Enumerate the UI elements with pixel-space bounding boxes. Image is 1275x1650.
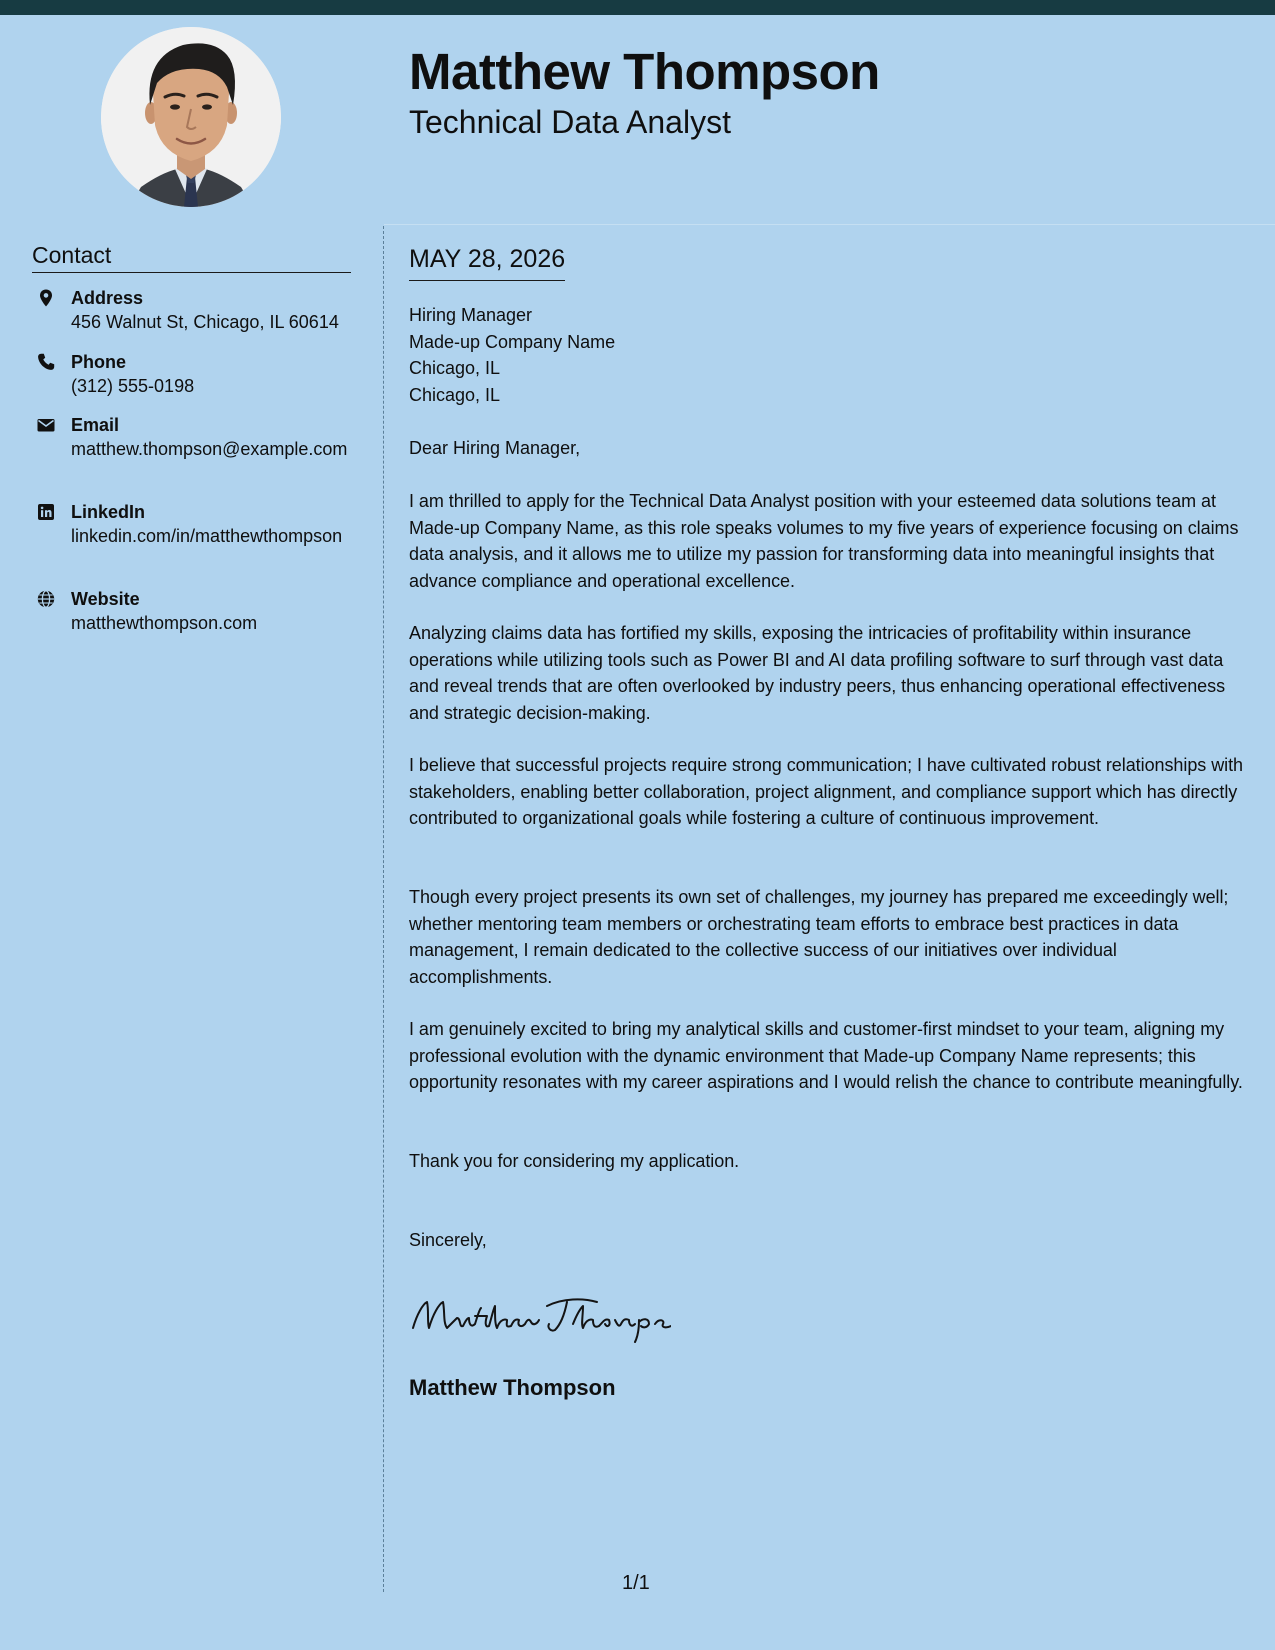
recipient-line: Chicago, IL bbox=[409, 358, 501, 378]
envelope-icon bbox=[36, 415, 56, 435]
contact-heading-rule bbox=[32, 272, 351, 273]
letter-date: MAY 28, 2026 bbox=[409, 242, 565, 281]
contact-label: Address bbox=[71, 288, 144, 308]
recipient-line: Made-up Company Name bbox=[409, 331, 616, 352]
candidate-title: Technical Data Analyst bbox=[409, 104, 731, 140]
map-pin-icon bbox=[36, 288, 56, 308]
contact-value: (312) 555-0198 bbox=[71, 376, 195, 396]
body-paragraph: Though every project presents its own set of challenges, my journey has prepared me exceedingly well; whether mentoring team members or orchestrating team efforts to embrace best practices in data management, I remain dedicated to the collective success of our initiatives over individual accomplishments. bbox=[409, 887, 1229, 987]
recipient-line: Hiring Manager bbox=[409, 305, 533, 325]
signer-name: Matthew Thompson bbox=[409, 1375, 616, 1400]
salutation: Dear Hiring Manager, bbox=[409, 438, 581, 458]
body-paragraph: I believe that successful projects require strong communication; I have cultivated robust relationships with stakeholders, enabling better collaboration, project alignment, and compliance support which has directly contributed to organizational goals while fostering a culture of continuous improvement. bbox=[409, 755, 1244, 828]
recipient-line: Chicago, IL bbox=[409, 384, 501, 405]
body-paragraph: Thank you for considering my application. bbox=[409, 1151, 740, 1171]
contact-label: Website bbox=[71, 589, 140, 609]
body-paragraph: I am genuinely excited to bring my analytical skills and customer-first mindset to your team, aligning my professional evolution with the dynamic environment that Made-up Company Name represents; this opportunity resonates with my career aspirations and I would relish the chance to contribute meaningfully. bbox=[409, 1019, 1243, 1092]
handwritten-signature bbox=[407, 1284, 671, 1344]
phone-icon bbox=[36, 352, 56, 372]
contact-value: matthewthompson.com bbox=[71, 613, 258, 633]
contact-label: LinkedIn bbox=[71, 502, 146, 522]
header-top-bar bbox=[0, 0, 1275, 15]
contact-heading: Contact bbox=[32, 242, 112, 268]
body-paragraph: Analyzing claims data has fortified my skills, exposing the intricacies of profitability within insurance operations while utilizing tools such as Power BI and AI data profiling software to surf through vast data and reveal trends that are often overlooked by industry peers, thus enhancing operational effectiveness and strategic decision-making. bbox=[409, 623, 1226, 723]
signature-drawing bbox=[407, 1284, 671, 1344]
page-number: 1/1 bbox=[622, 1572, 650, 1594]
column-divider bbox=[383, 226, 384, 1592]
candidate-name: Matthew Thompson bbox=[409, 43, 880, 100]
header-divider bbox=[384, 224, 1275, 225]
contact-label: Email bbox=[71, 415, 120, 435]
body-paragraph: I am thrilled to apply for the Technical Data Analyst position with your esteemed data solutions team at Made-up Company Name, as this role speaks volumes to my five years of experience focusing on claims data analysis, and it allows me to utilize my passion for transforming data into meaningful insights that advance compliance and operational excellence. bbox=[409, 491, 1239, 591]
linkedin-icon bbox=[36, 502, 56, 522]
contact-label: Phone bbox=[71, 352, 127, 372]
contact-value: 456 Walnut St, Chicago, IL 60614 bbox=[71, 312, 339, 332]
contact-value: linkedin.com/in/matthewthompson bbox=[71, 526, 343, 546]
recipient-block bbox=[409, 302, 615, 408]
portrait-illustration bbox=[101, 27, 281, 207]
profile-photo bbox=[101, 27, 281, 207]
closing: Sincerely, bbox=[409, 1230, 487, 1250]
globe-icon bbox=[36, 589, 56, 609]
contact-value: matthew.thompson@example.com bbox=[71, 439, 348, 459]
